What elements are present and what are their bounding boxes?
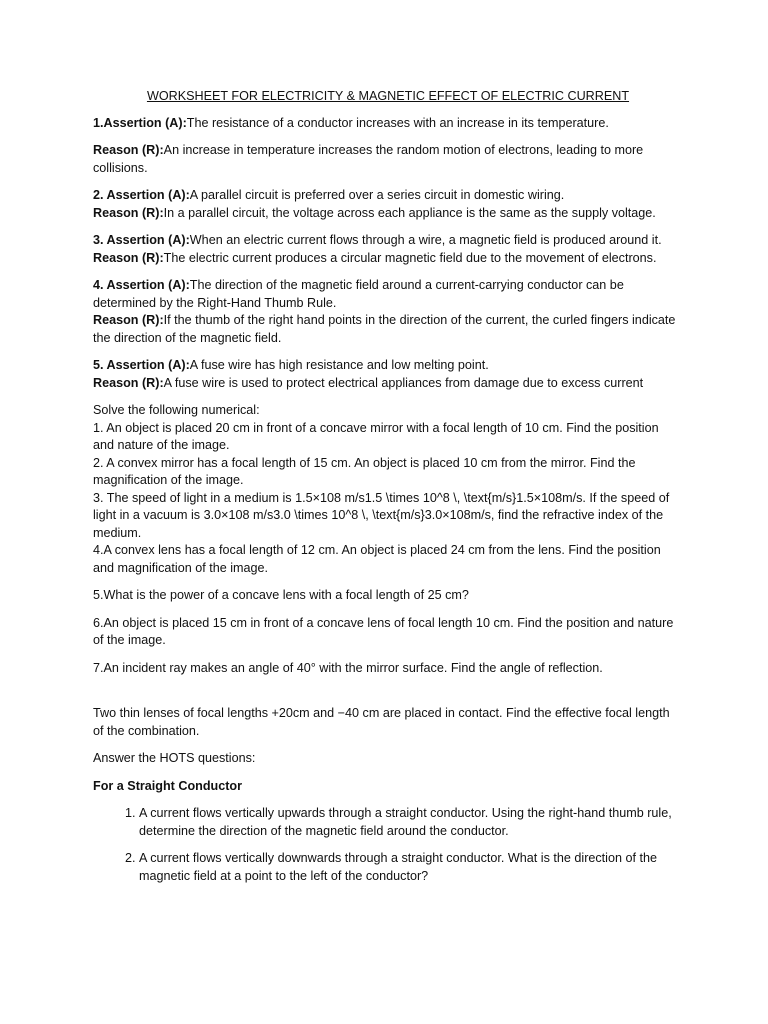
assertion-text: When an electric current flows through a wire, a magnetic field is produced around it. [189, 233, 662, 247]
assertion-reason-5 [93, 357, 683, 392]
assertion-1 [93, 115, 683, 133]
assertion-label: 3. Assertion (A): [93, 233, 190, 247]
numerical-question-4: 4.A convex lens has a focal length of 12 cm. An object is placed 24 cm from the lens. Find the position and magnification of the image. [93, 543, 661, 575]
reason-text: If the thumb of the right hand points in the direction of the current, the curled fingers indicate the direction of the magnetic field. [93, 313, 676, 345]
numerical-question-7: 7.An incident ray makes an angle of 40° with the mirror surface. Find the angle of reflection. [93, 660, 603, 675]
assertion-reason-3 [93, 232, 683, 267]
numerical-question-2: 2. A convex mirror has a focal length of 15 cm. An object is placed 10 cm from the mirror. Find the magnification of the image. [93, 455, 636, 487]
reason-label: Reason (R): [93, 250, 164, 265]
reason-label: Reason (R): [93, 313, 164, 327]
hots-question-list [93, 805, 683, 885]
assertion-reason-4 [93, 277, 683, 347]
reason-text: An increase in temperature increases the random motion of electrons, leading to more collisions. [93, 143, 644, 175]
numerical-heading: Solve the following numerical: [93, 403, 260, 417]
assertion-text: The resistance of a conductor increases with an increase in its temperature. [186, 115, 609, 130]
assertion-reason-2 [93, 187, 683, 222]
straight-conductor-heading [93, 778, 683, 796]
hots-heading: Answer the HOTS questions: [93, 751, 256, 765]
assertion-label: 4. Assertion (A): [93, 278, 190, 292]
worksheet-content [93, 88, 683, 895]
spacer [93, 687, 683, 705]
hots-question: 2. A current flows vertically downwards through a straight conductor. What is the direction of the magnetic field at a point to the left of the conductor? [139, 850, 683, 885]
numerical-question-6: 6.An object is placed 15 cm in front of a concave lens of focal length 10 cm. Find the position and nature of the image. [93, 615, 674, 647]
worksheet-title: WORKSHEET FOR ELECTRICITY & MAGNETIC EFFECT OF ELECTRIC CURRENT [146, 89, 630, 103]
hots-question: 1. A current flows vertically upwards through a straight conductor. Using the right-hand thumb rule, determine the direction of the magnetic field around the conductor. [139, 805, 683, 840]
assertion-label: 5. Assertion (A): [93, 358, 190, 372]
assertion-text: A parallel circuit is preferred over a series circuit in domestic wiring. [189, 188, 565, 202]
section-heading: For a Straight Conductor [93, 778, 243, 793]
reason-1 [93, 142, 683, 177]
reason-label: Reason (R): [93, 205, 164, 220]
numerical-question-1: 1. An object is placed 20 cm in front of a concave mirror with a focal length of 10 cm. Find the position and nature of the image. [93, 420, 659, 452]
assertion-text: The direction of the magnetic field around a current-carrying conductor can be determined by the Right-Hand Thumb Rule. [93, 278, 624, 310]
reason-text: The electric current produces a circular magnetic field due to the movement of electrons. [163, 250, 657, 265]
numerical-question-3: 3. The speed of light in a medium is 1.5×108 m/s1.5 \times 10^8 \, \text{m/s}1.5×108m/s. If the speed of light in a vacuum is 3.0×108 m/s3.0 \times 10^8 \, \text{m/s}3.0×108m/s, find the refractive index of the medium. [93, 490, 670, 540]
assertion-label: 2. Assertion (A): [93, 188, 190, 202]
assertion-label: 1.Assertion (A): [93, 115, 187, 130]
reason-text: A fuse wire is used to protect electrical appliances from damage due to excess current [163, 375, 644, 390]
reason-label: Reason (R): [93, 143, 164, 157]
lens-combination-question: Two thin lenses of focal lengths +20cm and −40 cm are placed in contact. Find the effective focal length of the combination. [93, 706, 670, 738]
assertion-text: A fuse wire has high resistance and low melting point. [189, 358, 489, 372]
reason-text: In a parallel circuit, the voltage across each appliance is the same as the supply voltage. [163, 205, 656, 220]
numerical-section [93, 402, 683, 577]
reason-label: Reason (R): [93, 375, 164, 390]
numerical-question-5: 5.What is the power of a concave lens with a focal length of 25 cm? [93, 588, 469, 602]
